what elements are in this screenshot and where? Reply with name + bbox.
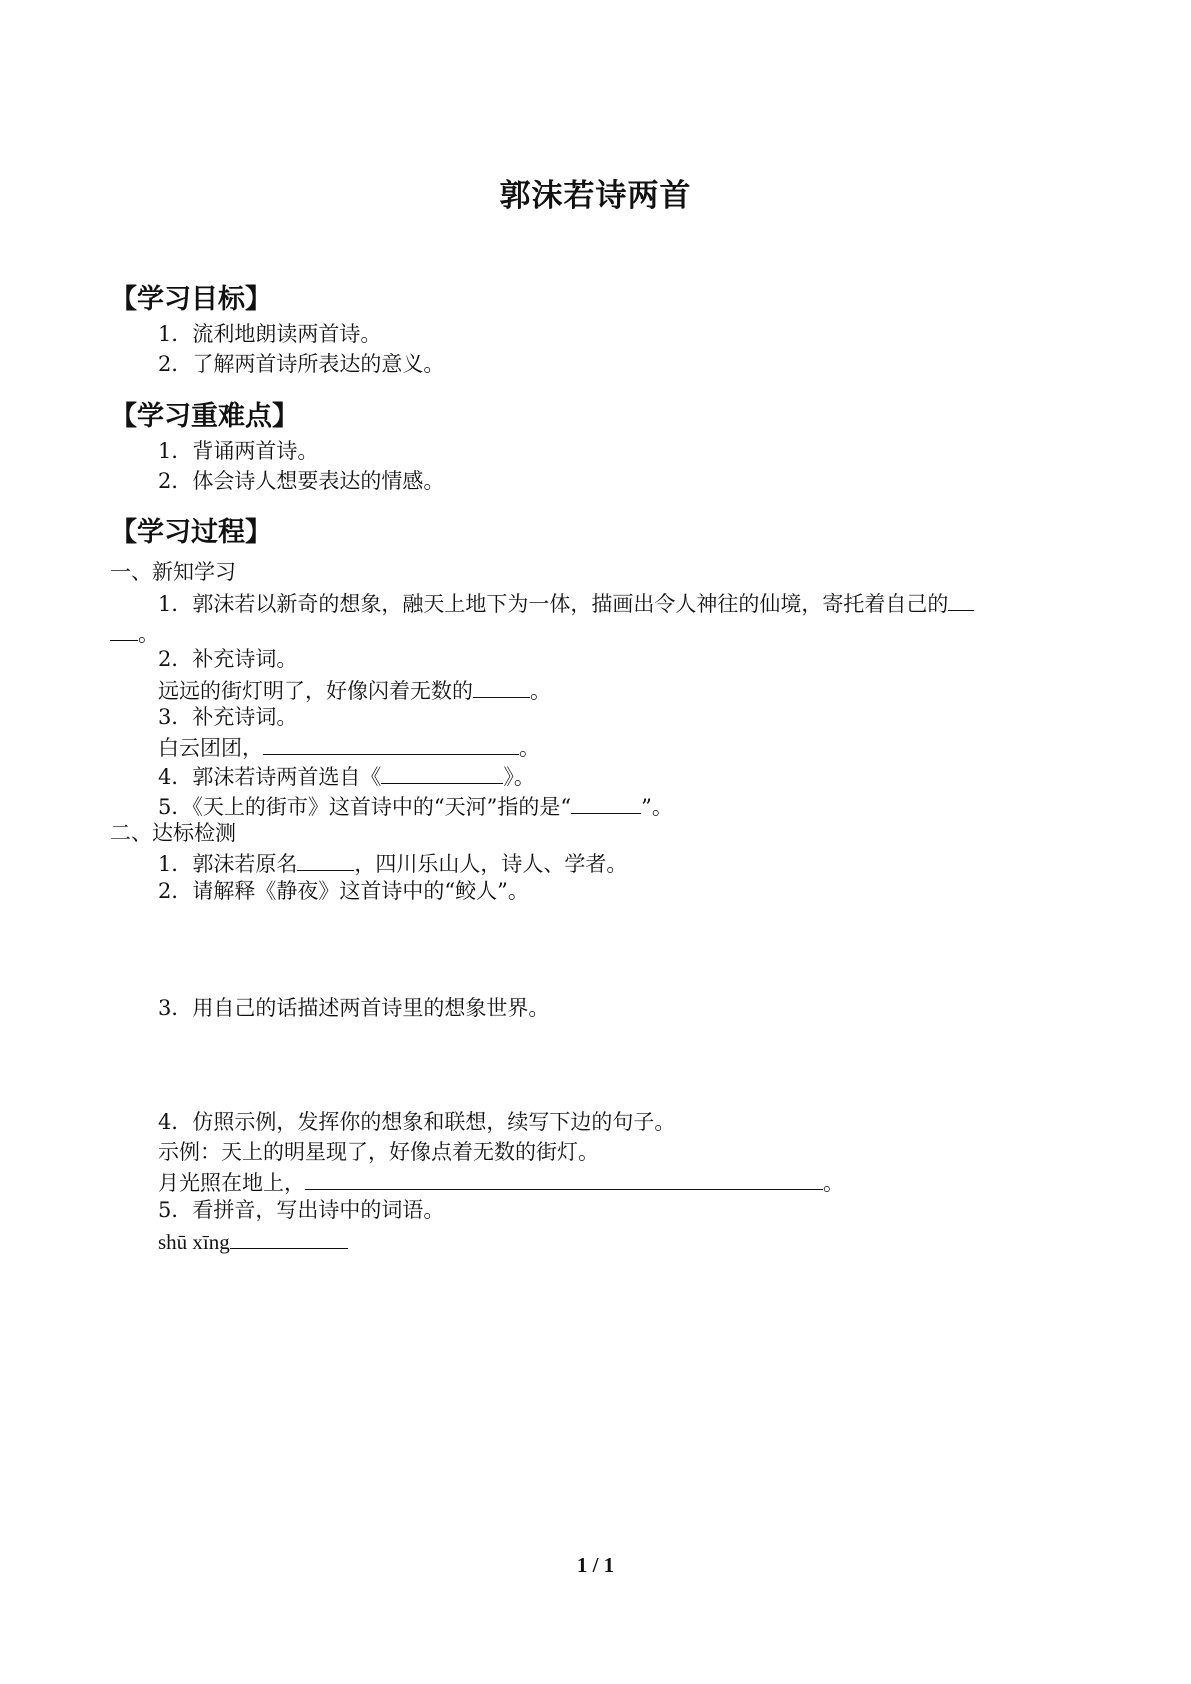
section-heading-process: 【学习过程】 <box>110 517 272 548</box>
check-question-2-text: 2．请解释《静夜》这首诗中的“鲛人”。 <box>158 879 529 903</box>
check-question-4-prompt: 月光照在地上， <box>158 1171 305 1195</box>
check-question-4-example: 示例：天上的明星现了，好像点着无数的街灯。 <box>158 1140 599 1164</box>
question-text-continued <box>110 620 159 647</box>
part-label-assessment: 二、达标检测 <box>110 821 236 845</box>
question-text <box>158 1228 348 1255</box>
answer-blank[interactable] <box>948 590 974 611</box>
answer-blank[interactable] <box>381 763 503 784</box>
question-text <box>158 677 551 704</box>
page-title: 郭沫若诗两首 <box>499 178 692 214</box>
question-2-end: 。 <box>530 679 551 703</box>
answer-blank[interactable] <box>571 793 641 814</box>
key-point-item: 2．体会诗人想要表达的情感。 <box>158 469 445 493</box>
goal-item: 2．了解两首诗所表达的意义。 <box>158 352 445 376</box>
check-question-4-text: 4．仿照示例，发挥你的想象和联想，续写下边的句子。 <box>158 1110 676 1134</box>
question-2-text: 远远的街灯明了，好像闪着无数的 <box>158 679 473 703</box>
question-text <box>158 590 974 617</box>
check-question-1-text: 1．郭沫若原名 <box>158 852 298 876</box>
section-heading-goals: 【学习目标】 <box>110 284 272 315</box>
answer-blank[interactable] <box>305 1169 823 1190</box>
question-2-label: 2．补充诗词。 <box>158 647 298 671</box>
answer-blank[interactable] <box>473 677 530 698</box>
question-1-end: 。 <box>138 622 159 646</box>
question-5-end: ”。 <box>641 795 673 819</box>
section-heading-key-points: 【学习重难点】 <box>110 401 299 432</box>
question-text <box>158 793 673 820</box>
answer-blank[interactable] <box>263 734 519 755</box>
answer-blank[interactable] <box>230 1228 348 1249</box>
answer-blank[interactable] <box>110 620 138 641</box>
question-text <box>158 763 535 790</box>
check-question-5-text: 5．看拼音，写出诗中的词语。 <box>158 1198 445 1222</box>
answer-blank[interactable] <box>297 850 354 871</box>
question-text <box>158 850 627 877</box>
question-text <box>158 1169 844 1196</box>
question-text <box>158 734 540 761</box>
key-point-item: 1．背诵两首诗。 <box>158 439 319 463</box>
page-number: 1 / 1 <box>576 1553 615 1577</box>
question-4-end: 》。 <box>503 765 535 789</box>
question-1-text: 1．郭沫若以新奇的想象，融天上地下为一体，描画出令人神往的仙境，寄托着自己的 <box>158 592 949 616</box>
question-4-text: 4．郭沫若诗两首选自《 <box>158 765 382 789</box>
question-5-text: 5．《天上的街市》这首诗中的“天河”指的是“ <box>158 795 572 819</box>
check-question-4-end: 。 <box>823 1171 844 1195</box>
question-3-text: 白云团团， <box>158 736 263 760</box>
question-3-label: 3．补充诗词。 <box>158 705 298 729</box>
check-question-1-end: ，四川乐山人，诗人、学者。 <box>354 852 628 876</box>
pinyin-prompt: shū xīng <box>158 1230 230 1254</box>
check-question-3-text: 3．用自己的话描述两首诗里的想象世界。 <box>158 996 550 1020</box>
question-3-end: 。 <box>519 736 540 760</box>
part-label-new-knowledge: 一、新知学习 <box>110 560 236 584</box>
goal-item: 1．流利地朗读两首诗。 <box>158 322 382 346</box>
